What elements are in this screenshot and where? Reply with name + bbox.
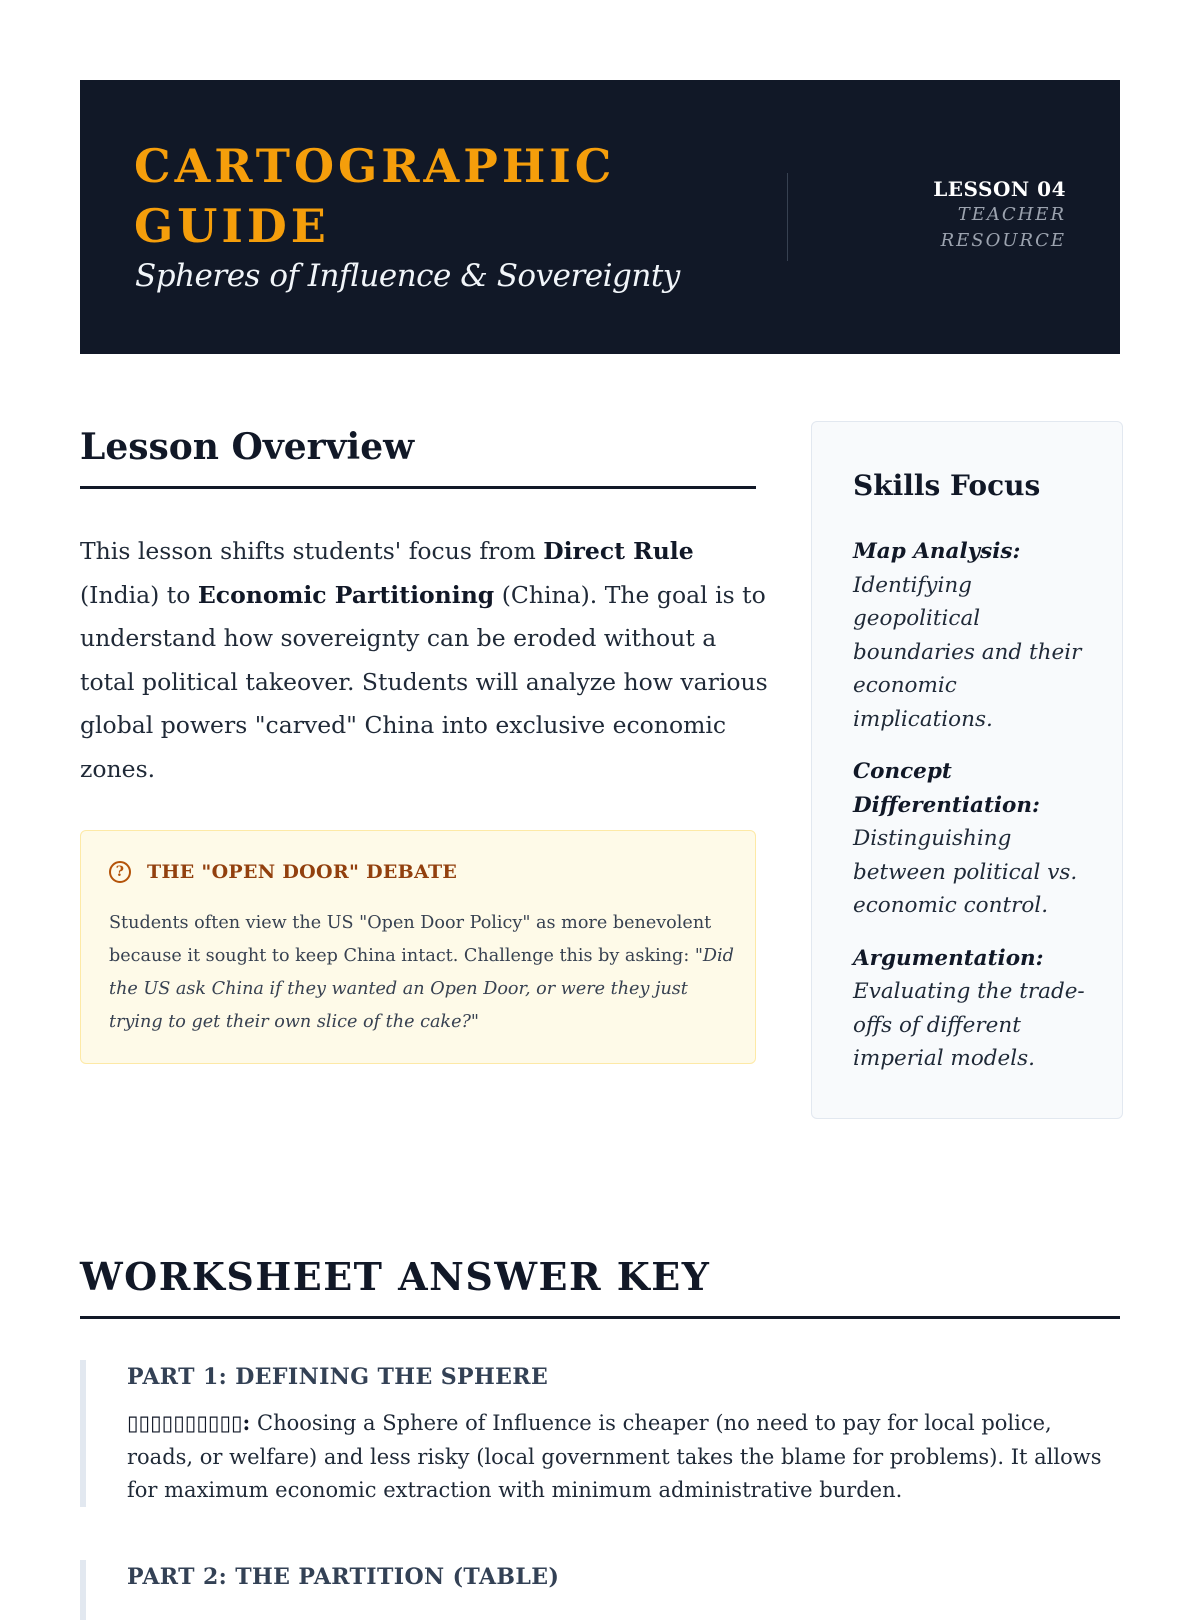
skill-text: Distinguishing between political vs. economic control. xyxy=(853,826,1078,918)
lesson-number: LESSON 04 xyxy=(933,177,1066,201)
question-circle-icon: ? xyxy=(109,861,131,883)
overview-rule xyxy=(80,486,756,489)
callout-text: Students often view the US "Open Door Policy" as more benevolent because it sought to keep China intact. Challenge this by asking: xyxy=(109,913,712,966)
skills-heading: Skills Focus xyxy=(853,469,1041,502)
answer-text: Choosing a Sphere of Influence is cheaper (no need to pay for local police, roads, or welfare) and less risky (local government takes the blame for problems). It allows for maximum economic extraction with minimum administrative burden. xyxy=(127,1411,1102,1502)
answer-part-1 xyxy=(80,1360,1120,1507)
skill-text: Identifying geopolitical boundaries and their economic implications. xyxy=(853,572,1082,732)
resource-label: TEACHER RESOURCE xyxy=(940,204,1066,251)
skill-item xyxy=(853,942,1085,1076)
skill-text: Evaluating the trade-offs of different imperial models. xyxy=(853,979,1085,1071)
overview-text-2: (India) to xyxy=(80,580,198,609)
skill-item xyxy=(853,535,1085,736)
part-title: PART 1: DEFINING THE SPHERE xyxy=(127,1364,549,1390)
skills-list xyxy=(853,535,1085,1095)
open-door-callout xyxy=(80,830,756,1064)
callout-heading xyxy=(109,861,457,883)
overview-paragraph xyxy=(80,530,770,791)
guide-title: CARTOGRAPHIC GUIDE xyxy=(134,139,616,253)
skill-label: Map Analysis: xyxy=(853,539,1021,564)
callout-body xyxy=(109,907,739,1039)
callout-title: THE "OPEN DOOR" DEBATE xyxy=(147,861,458,883)
answer-key-heading: WORKSHEET ANSWER KEY xyxy=(80,1254,711,1299)
callout-quote: "Did the US ask China if they wanted an Open Door, or were they just trying to get their own slice of the cake?" xyxy=(109,946,734,1032)
lesson-meta xyxy=(933,176,1066,254)
part-answer xyxy=(127,1406,1117,1508)
overview-text-3: (China). The goal is to understand how sovereignty can be eroded without a total political takeover. Students will analyze how various global powers "carved" China into exclusive economic zones. xyxy=(80,580,768,783)
economic-partitioning-term: Economic Partitioning xyxy=(197,580,495,609)
skill-label: Concept Differentiation: xyxy=(853,759,1040,818)
skill-label: Argumentation: xyxy=(853,945,1044,971)
direct-rule-term: Direct Rule xyxy=(543,537,694,565)
answer-key-rule xyxy=(80,1316,1120,1319)
overview-text-1: This lesson shifts students' focus from xyxy=(80,537,544,565)
part-title: PART 2: THE PARTITION (TABLE) xyxy=(127,1564,560,1590)
header-divider xyxy=(787,173,788,261)
overview-heading: Lesson Overview xyxy=(80,426,415,468)
guide-subtitle: Spheres of Influence & Sovereignty xyxy=(135,258,680,294)
page-header xyxy=(80,80,1120,354)
answer-part-2 xyxy=(80,1560,1120,1620)
skills-focus-panel xyxy=(811,421,1123,1119)
skill-item xyxy=(853,755,1085,923)
answer-lead: ▯▯▯▯▯▯▯▯▯▯: xyxy=(127,1410,251,1435)
